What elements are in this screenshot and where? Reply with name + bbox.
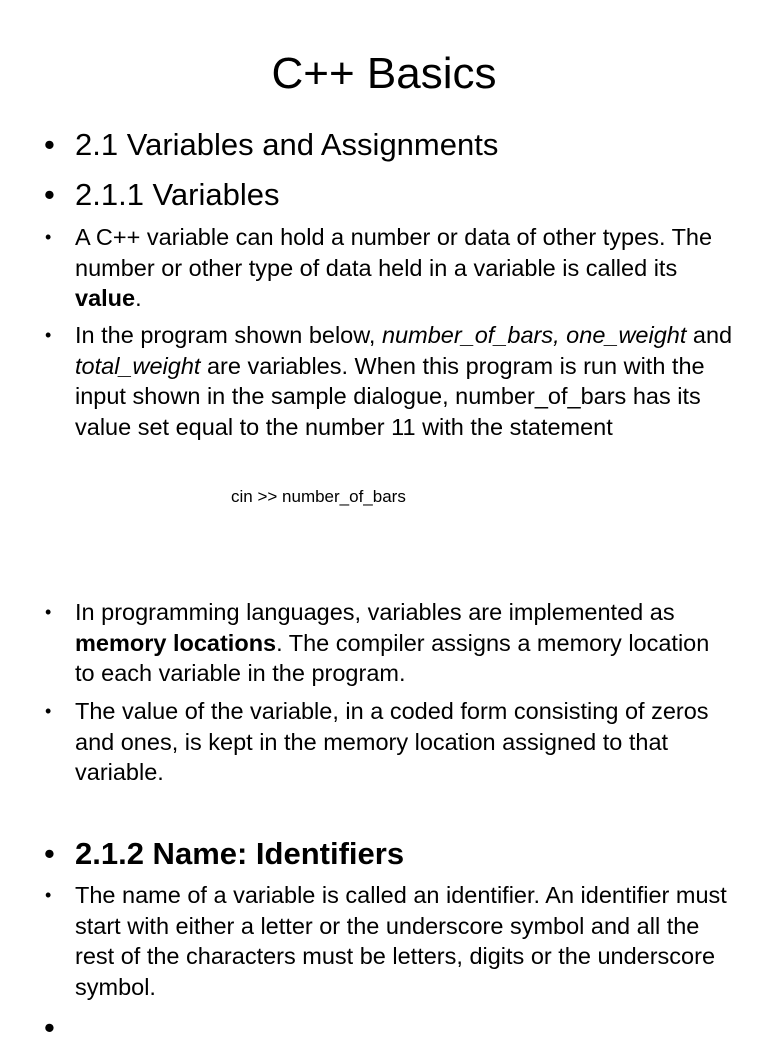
emphasis-memory-locations: memory locations: [75, 629, 277, 656]
section-heading-2-1-2: 2.1.2 Name: Identifiers: [75, 836, 405, 871]
bullet-item-section-2-1: [44, 127, 735, 163]
paragraph-text: are variables. When this program is run with the input shown in the sample dialogue, number_of_bars has its value set equal to the number 11 with the statement: [75, 352, 705, 440]
paragraph-text: .: [135, 285, 142, 311]
paragraph-text: and: [686, 322, 733, 348]
bullet-marker: •: [45, 325, 52, 345]
paragraph-text: In programming languages, variables are implemented as: [75, 599, 675, 625]
bullet-marker: •: [44, 836, 55, 871]
bullet-item-identifiers: [45, 880, 735, 1002]
paragraph-text: . The compiler assigns a memory location to each variable in the program.: [75, 629, 710, 686]
bullet-marker: •: [45, 602, 52, 622]
bullet-item-section-2-1-2: [44, 836, 735, 872]
bullet-item-memory-locations: [45, 597, 735, 689]
bullet-item-program-variables: [45, 320, 735, 442]
bullet-marker-trailing: •: [44, 1010, 55, 1045]
paragraph-text: A C++ variable can hold a number or data of other types. The number or other type of data held in a variable is called its: [75, 224, 713, 281]
section-heading-2-1: 2.1 Variables and Assignments: [75, 127, 499, 162]
paragraph-text: In the program shown below,: [75, 322, 382, 348]
bullet-marker: •: [45, 885, 52, 905]
code-statement: cin >> number_of_bars: [231, 487, 406, 506]
section-heading-2-1-1: 2.1.1 Variables: [75, 177, 280, 212]
italic-variable-name: total_weight: [75, 352, 201, 379]
paragraph-text: The name of a variable is called an identifier. An identifier must start with either a letter or the underscore symbol and all the rest of the characters must be letters, digits or the underscore symbol.: [75, 882, 727, 1000]
bullet-marker: •: [45, 701, 52, 721]
bullet-marker: •: [45, 227, 52, 247]
emphasis-value: value: [75, 285, 136, 311]
bullet-item-section-2-1-1: [44, 177, 735, 213]
bullet-item-variable-definition: [45, 222, 735, 314]
bullet-item-coded-value: [45, 696, 735, 788]
bullet-marker: •: [44, 127, 55, 162]
italic-variable-names: number_of_bars, one_weight: [381, 322, 687, 348]
bullet-marker: •: [44, 177, 55, 212]
paragraph-text: The value of the variable, in a coded form consisting of zeros and ones, is kept in the memory location assigned to that variable.: [75, 698, 709, 785]
page-title: C++ Basics: [271, 49, 497, 98]
